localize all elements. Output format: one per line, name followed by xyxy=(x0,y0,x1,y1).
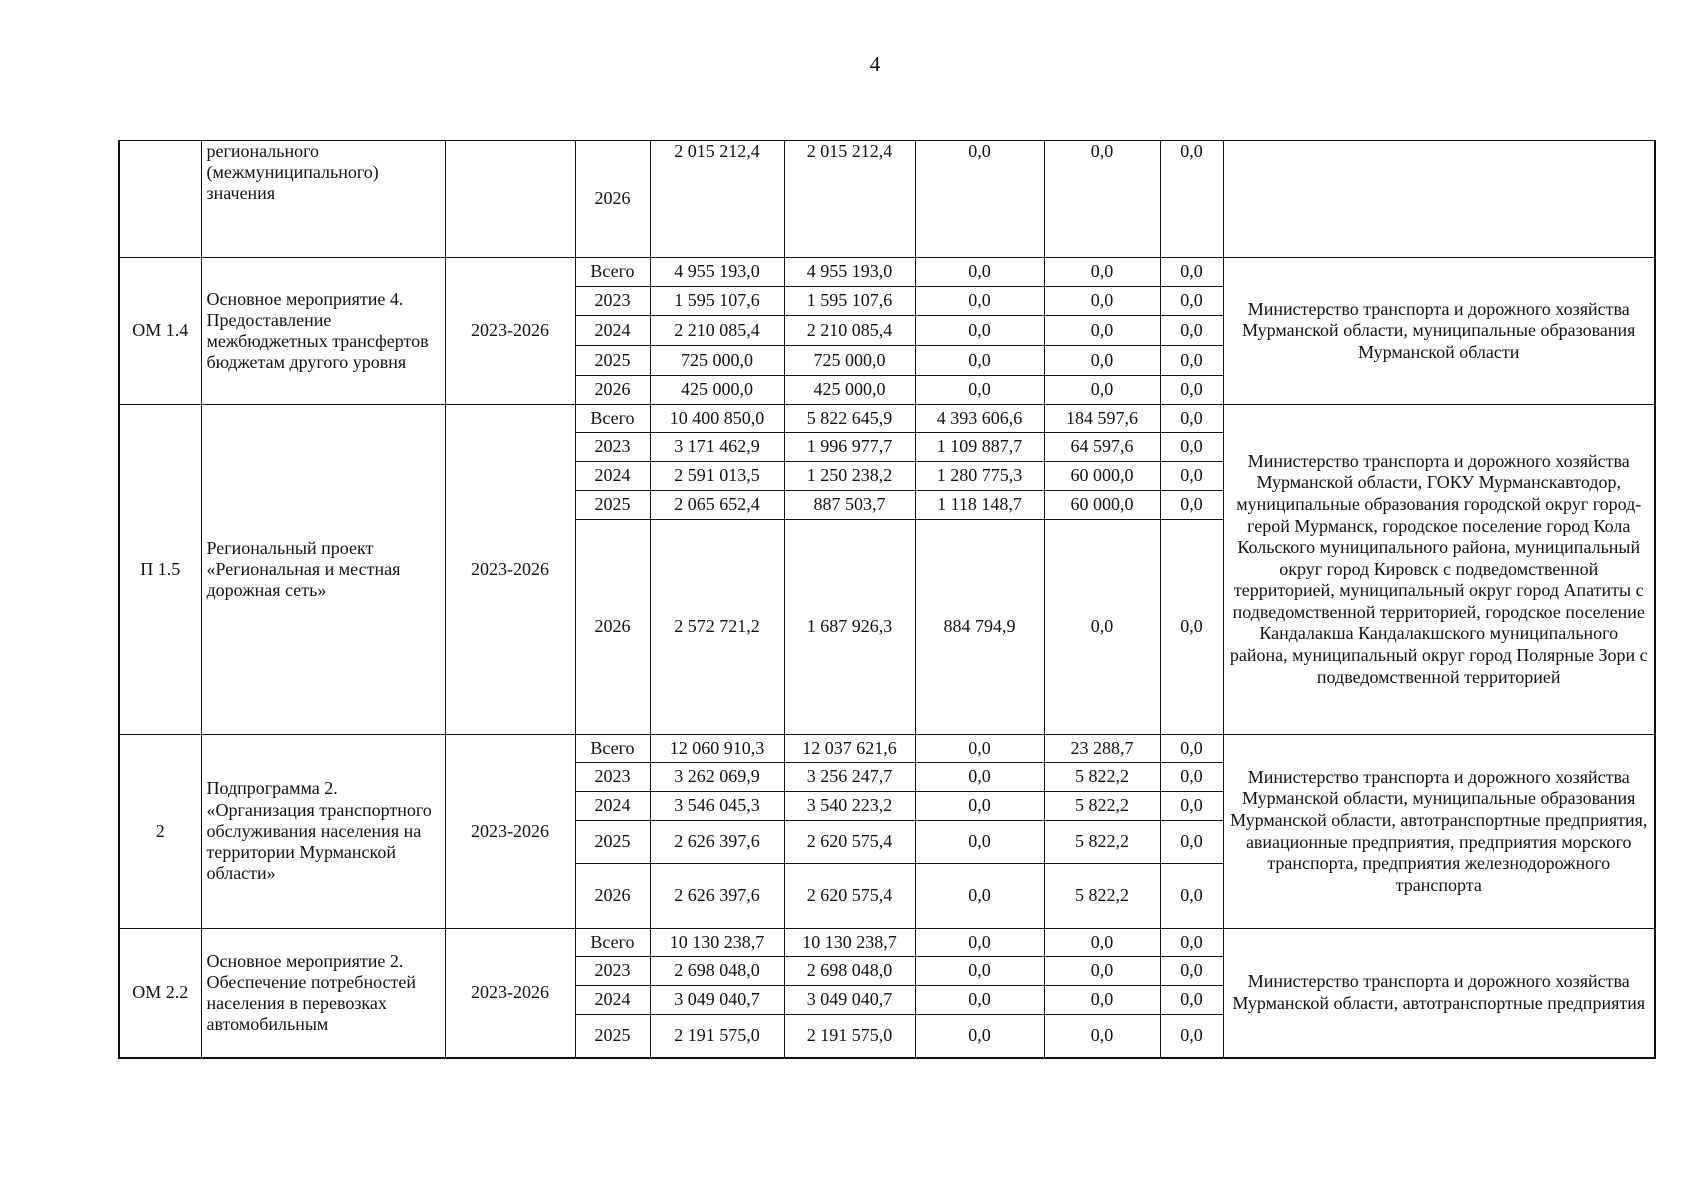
cell-year: Всего xyxy=(575,405,650,433)
budget-table xyxy=(118,140,1656,1059)
cell-local: 23 288,7 xyxy=(1044,735,1160,763)
cell-federal: 0,0 xyxy=(915,763,1044,792)
cell-federal: 0,0 xyxy=(915,258,1044,287)
cell-year: 2026 xyxy=(575,141,650,258)
cell-local: 0,0 xyxy=(1044,957,1160,986)
row-responsible: Министерство транспорта и дорожного хозяйства Мурманской области, муниципальные образования Мурманской области xyxy=(1223,258,1655,405)
cell-other: 0,0 xyxy=(1160,433,1223,462)
cell-regional: 10 130 238,7 xyxy=(784,929,915,957)
cell-local: 0,0 xyxy=(1044,287,1160,316)
table-row xyxy=(119,405,1655,433)
cell-year: Всего xyxy=(575,735,650,763)
cell-year: 2026 xyxy=(575,520,650,735)
cell-year: 2024 xyxy=(575,792,650,821)
cell-year: 2023 xyxy=(575,957,650,986)
cell-total: 3 546 045,3 xyxy=(650,792,784,821)
cell-federal: 1 109 887,7 xyxy=(915,433,1044,462)
cell-federal: 0,0 xyxy=(915,1015,1044,1059)
cell-other: 0,0 xyxy=(1160,792,1223,821)
row-name: Региональный проект «Региональная и местная дорожная сеть» xyxy=(201,405,445,735)
cell-regional: 2 191 575,0 xyxy=(784,1015,915,1059)
cell-total: 425 000,0 xyxy=(650,376,784,405)
cell-other: 0,0 xyxy=(1160,376,1223,405)
cell-local: 0,0 xyxy=(1044,316,1160,346)
cell-regional: 2 210 085,4 xyxy=(784,316,915,346)
cell-total: 3 171 462,9 xyxy=(650,433,784,462)
cell-other: 0,0 xyxy=(1160,491,1223,520)
cell-total: 2 698 048,0 xyxy=(650,957,784,986)
cell-other: 0,0 xyxy=(1160,520,1223,735)
cell-other: 0,0 xyxy=(1160,763,1223,792)
cell-local: 0,0 xyxy=(1044,141,1160,258)
cell-total: 2 591 013,5 xyxy=(650,462,784,491)
cell-regional: 12 037 621,6 xyxy=(784,735,915,763)
cell-total: 2 210 085,4 xyxy=(650,316,784,346)
row-responsible xyxy=(1223,141,1655,258)
cell-total: 1 595 107,6 xyxy=(650,287,784,316)
cell-year: 2025 xyxy=(575,346,650,376)
row-name: Подпрограмма 2. «Организация транспортного обслуживания населения на территории Мурманской области» xyxy=(201,735,445,929)
cell-federal: 0,0 xyxy=(915,735,1044,763)
cell-federal: 0,0 xyxy=(915,376,1044,405)
cell-local: 0,0 xyxy=(1044,376,1160,405)
cell-regional: 2 698 048,0 xyxy=(784,957,915,986)
cell-federal: 0,0 xyxy=(915,141,1044,258)
cell-other: 0,0 xyxy=(1160,462,1223,491)
cell-federal: 0,0 xyxy=(915,986,1044,1015)
cell-federal: 884 794,9 xyxy=(915,520,1044,735)
row-period: 2023-2026 xyxy=(445,405,575,735)
cell-regional: 2 015 212,4 xyxy=(784,141,915,258)
cell-federal: 1 118 148,7 xyxy=(915,491,1044,520)
row-period xyxy=(445,141,575,258)
cell-total: 2 191 575,0 xyxy=(650,1015,784,1059)
row-responsible: Министерство транспорта и дорожного хозяйства Мурманской области, автотранспортные предприятия xyxy=(1223,929,1655,1059)
cell-local: 0,0 xyxy=(1044,929,1160,957)
cell-local: 184 597,6 xyxy=(1044,405,1160,433)
cell-regional: 2 620 575,4 xyxy=(784,821,915,864)
cell-total: 4 955 193,0 xyxy=(650,258,784,287)
cell-total: 2 626 397,6 xyxy=(650,821,784,864)
cell-other: 0,0 xyxy=(1160,929,1223,957)
cell-total: 12 060 910,3 xyxy=(650,735,784,763)
cell-other: 0,0 xyxy=(1160,735,1223,763)
cell-total: 10 130 238,7 xyxy=(650,929,784,957)
cell-local: 0,0 xyxy=(1044,346,1160,376)
cell-local: 5 822,2 xyxy=(1044,763,1160,792)
cell-local: 0,0 xyxy=(1044,258,1160,287)
cell-local: 5 822,2 xyxy=(1044,864,1160,929)
cell-local: 60 000,0 xyxy=(1044,462,1160,491)
cell-other: 0,0 xyxy=(1160,1015,1223,1059)
cell-regional: 3 256 247,7 xyxy=(784,763,915,792)
cell-federal: 4 393 606,6 xyxy=(915,405,1044,433)
cell-total: 725 000,0 xyxy=(650,346,784,376)
row-code xyxy=(119,141,201,258)
cell-year: 2024 xyxy=(575,986,650,1015)
cell-total: 2 065 652,4 xyxy=(650,491,784,520)
cell-local: 64 597,6 xyxy=(1044,433,1160,462)
cell-year: 2025 xyxy=(575,1015,650,1059)
cell-regional: 887 503,7 xyxy=(784,491,915,520)
row-period: 2023-2026 xyxy=(445,258,575,405)
cell-year: 2023 xyxy=(575,287,650,316)
cell-total: 3 049 040,7 xyxy=(650,986,784,1015)
cell-year: 2024 xyxy=(575,316,650,346)
cell-federal: 0,0 xyxy=(915,957,1044,986)
cell-regional: 2 620 575,4 xyxy=(784,864,915,929)
row-code: ОМ 2.2 xyxy=(119,929,201,1059)
cell-other: 0,0 xyxy=(1160,141,1223,258)
row-period: 2023-2026 xyxy=(445,929,575,1059)
table-row xyxy=(119,735,1655,763)
cell-regional: 1 595 107,6 xyxy=(784,287,915,316)
cell-regional: 3 049 040,7 xyxy=(784,986,915,1015)
cell-year: 2024 xyxy=(575,462,650,491)
cell-year: 2023 xyxy=(575,763,650,792)
cell-total: 2 572 721,2 xyxy=(650,520,784,735)
row-responsible: Министерство транспорта и дорожного хозяйства Мурманской области, ГОКУ Мурманскавтодор, муниципальные образования городской округ город-герой Мурманск, городское поселение город Кола Кольского муниципального района, муниципальный округ город Кировск с подведомственной территорией, муниципальный округ город Апатиты с подведомственной территорией, городское поселение Кандалакша Кандалакшского муниципального района, муниципальный округ город Полярные Зори с подведомственной территорией xyxy=(1223,405,1655,735)
cell-federal: 1 280 775,3 xyxy=(915,462,1044,491)
cell-federal: 0,0 xyxy=(915,821,1044,864)
cell-year: Всего xyxy=(575,258,650,287)
cell-year: 2025 xyxy=(575,821,650,864)
cell-other: 0,0 xyxy=(1160,258,1223,287)
cell-local: 5 822,2 xyxy=(1044,792,1160,821)
cell-local: 0,0 xyxy=(1044,520,1160,735)
cell-other: 0,0 xyxy=(1160,405,1223,433)
cell-other: 0,0 xyxy=(1160,986,1223,1015)
row-name: Основное мероприятие 4. Предоставление межбюджетных трансфертов бюджетам другого уровня xyxy=(201,258,445,405)
cell-year: Всего xyxy=(575,929,650,957)
cell-regional: 425 000,0 xyxy=(784,376,915,405)
cell-local: 0,0 xyxy=(1044,986,1160,1015)
cell-regional: 1 687 926,3 xyxy=(784,520,915,735)
page-number: 4 xyxy=(869,52,881,76)
cell-other: 0,0 xyxy=(1160,864,1223,929)
cell-federal: 0,0 xyxy=(915,346,1044,376)
cell-other: 0,0 xyxy=(1160,316,1223,346)
cell-year: 2023 xyxy=(575,433,650,462)
cell-regional: 3 540 223,2 xyxy=(784,792,915,821)
cell-other: 0,0 xyxy=(1160,346,1223,376)
row-code: ОМ 1.4 xyxy=(119,258,201,405)
row-responsible: Министерство транспорта и дорожного хозяйства Мурманской области, муниципальные образования Мурманской области, автотранспортные предприятия, авиационные предприятия, предприятия морского транспорта, предприятия железнодорожного транспорта xyxy=(1223,735,1655,929)
cell-regional: 1 250 238,2 xyxy=(784,462,915,491)
table-body xyxy=(119,141,1655,1059)
cell-federal: 0,0 xyxy=(915,792,1044,821)
cell-other: 0,0 xyxy=(1160,287,1223,316)
cell-total: 10 400 850,0 xyxy=(650,405,784,433)
cell-total: 2 626 397,6 xyxy=(650,864,784,929)
cell-regional: 1 996 977,7 xyxy=(784,433,915,462)
row-code: 2 xyxy=(119,735,201,929)
row-period: 2023-2026 xyxy=(445,735,575,929)
table-row xyxy=(119,141,1655,258)
row-name: регионального (межмуниципального) значения xyxy=(201,141,445,258)
cell-local: 60 000,0 xyxy=(1044,491,1160,520)
cell-regional: 4 955 193,0 xyxy=(784,258,915,287)
cell-year: 2026 xyxy=(575,376,650,405)
cell-regional: 725 000,0 xyxy=(784,346,915,376)
cell-other: 0,0 xyxy=(1160,821,1223,864)
row-name: Основное мероприятие 2. Обеспечение потребностей населения в перевозках автомобильным xyxy=(201,929,445,1059)
cell-federal: 0,0 xyxy=(915,929,1044,957)
row-code: П 1.5 xyxy=(119,405,201,735)
cell-local: 5 822,2 xyxy=(1044,821,1160,864)
cell-federal: 0,0 xyxy=(915,316,1044,346)
cell-local: 0,0 xyxy=(1044,1015,1160,1059)
cell-total: 3 262 069,9 xyxy=(650,763,784,792)
cell-other: 0,0 xyxy=(1160,957,1223,986)
cell-federal: 0,0 xyxy=(915,287,1044,316)
cell-regional: 5 822 645,9 xyxy=(784,405,915,433)
table-row xyxy=(119,258,1655,287)
cell-federal: 0,0 xyxy=(915,864,1044,929)
cell-year: 2026 xyxy=(575,864,650,929)
cell-year: 2025 xyxy=(575,491,650,520)
table-row xyxy=(119,929,1655,957)
cell-total: 2 015 212,4 xyxy=(650,141,784,258)
